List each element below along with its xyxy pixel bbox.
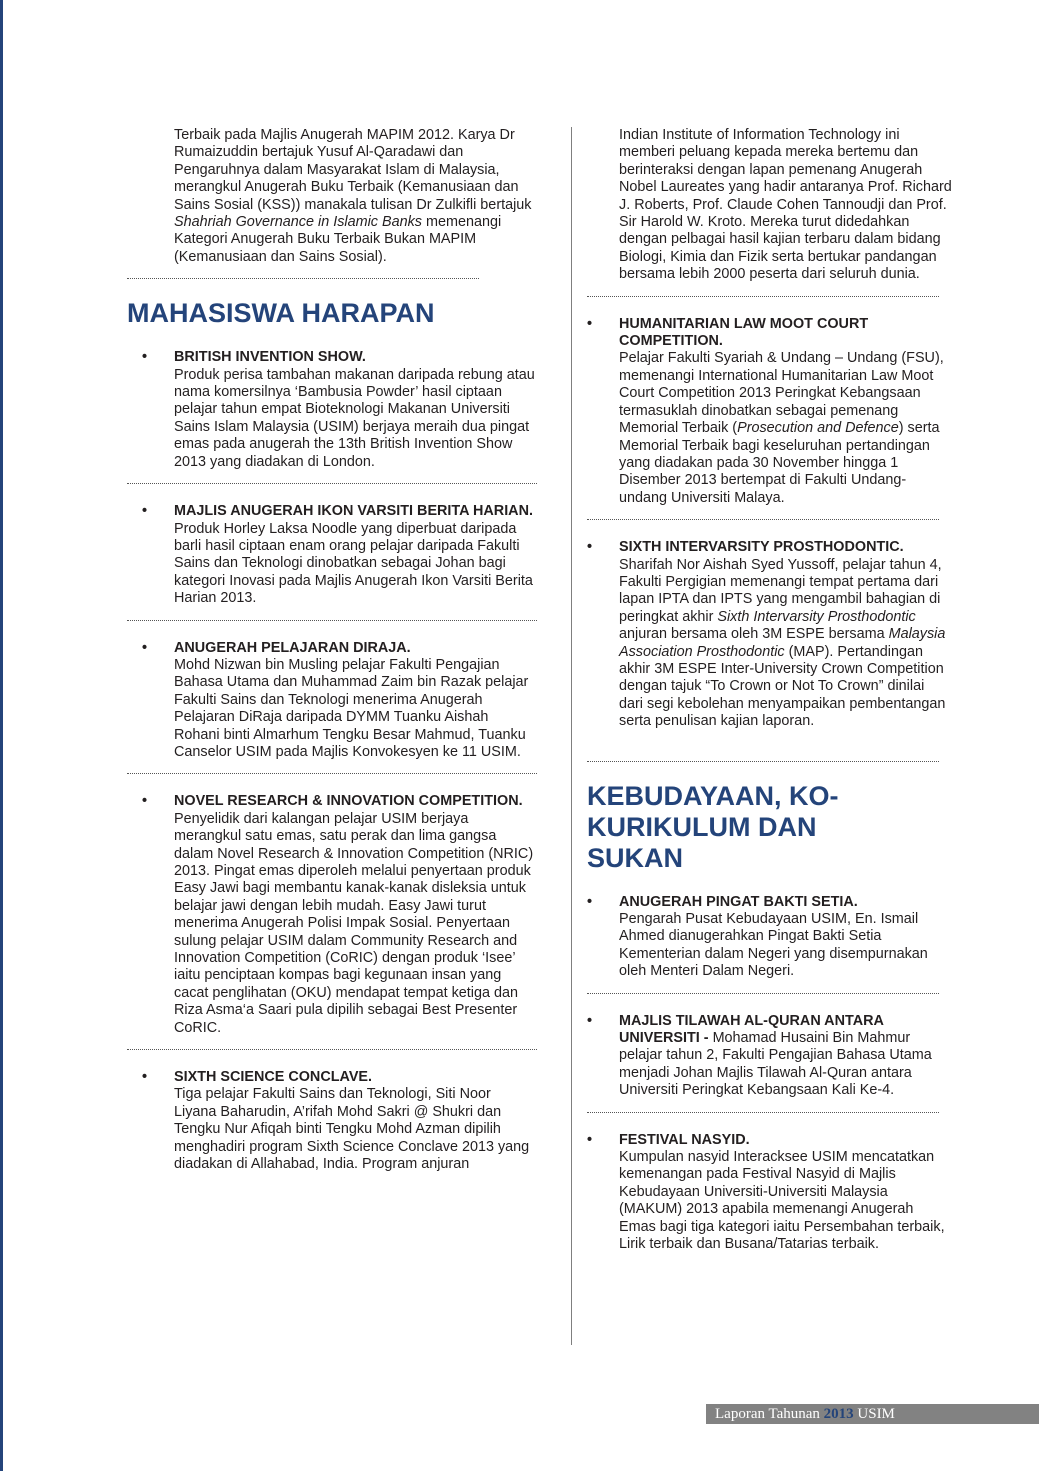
body-text: Sharifah Nor Aishah Syed Yussoff, pelajar tahun 4, Fakulti Pergigian memenangi tempat pertama dari lapan IPTA dan IPTS yang mengambil bahagian di peringkat akhir [619,556,942,625]
column-divider [571,127,572,1345]
bullet: • [142,349,148,366]
dotted-separator [587,519,939,520]
body-text: anjuran bersama oleh 3M ESPE bersama [619,626,885,643]
item-body: Pengarah Pusat Kebudayaan USIM, En. Ismail Ahmed dianugerahkan Pingat Bakti Setia Kementerian dalam Negeri yang disempurnakan oleh Menteri Dalam Negeri. [619,911,928,980]
dotted-separator [127,278,479,279]
dotted-separator [587,1112,939,1113]
body-text: ) serta Memorial Terbaik bagi keseluruhan pertandingan yang diadakan pada 30 November hingga 1 Disember 2013 bertempat di Fakulti Undang-undang Universiti Malaya. [619,420,940,506]
body-italic: Malaysia Association Prosthodontic [619,626,946,660]
list-item [587,894,952,981]
item-title: NOVEL RESEARCH & INNOVATION COMPETITION. [174,793,523,810]
footer-org: USIM [857,1406,895,1422]
dotted-separator [587,296,939,297]
item-body: Penyelidik dari kalangan pelajar USIM berjaya merangkul satu emas, satu perak dan lima gangsa dalam Novel Research & Innovation Competition (NRIC) 2013. Pingat emas diperoleh melalui penyertaan produk Easy Jawi bagi membantu kanak-kanak disleksia untuk belajar jawi dengan lebih mudah. Easy Jawi turut menerima Anugerah Polisi Impak Sosial. Penyertaan sulung pelajar USIM dalam Community Research and Innovation Competition (CoRIC) dengan produk ‘Isee’ iaitu penciptaan kompas bagi kegunaan insan yang cacat penglihatan (OKU) mendapat tempat ketiga dan Riza Asma‘a Saari pula dipilih sebagai Best Presenter CoRIC. [174,810,534,1036]
dotted-separator [587,761,939,762]
dotted-separator [127,620,537,621]
item-title: FESTIVAL NASYID. [619,1131,750,1148]
footer-label: Laporan Tahunan [715,1406,820,1422]
right-column [587,127,952,1254]
item-body: Tiga pelajar Fakulti Sains dan Teknologi, Siti Noor Liyana Baharudin, A’rifah Mohd Sakri @ Shukri dan Tengku Nur Afiqah binti Tengku Mohd Azman dipilih menghadiri program Sixth Science Conclave 2013 yang diadakan di Allahabad, India. Program anjuran [174,1086,530,1173]
list-item [127,640,537,762]
item-body [619,350,952,507]
item-body: Mohd Nizwan bin Musling pelajar Fakulti Pengajian Bahasa Utama dan Muhammad Zaim bin Razak pelajar Fakulti Sains dan Teknologi menerima Anugerah Pelajaran DiRaja daripada DYMM Tuanku Aishah Rohani binti Almarhum Tengku Besar Mahmud, Tuanku Canselor USIM pada Majlis Konvokesyen ke 11 USIM. [174,656,529,760]
item-body: Produk Horley Laksa Noodle yang diperbuat daripada barli hasil ciptaan enam orang pelajar daripada Fakulti Sains dan Teknologi dinobatkan sebagai Johan bagi kategori Inovasi pada Majlis Anugerah Ikon Varsiti Berita Harian 2013. [174,520,533,607]
footer-year: 2013 [823,1406,854,1422]
item-title: BRITISH INVENTION SHOW. [174,349,366,366]
body-italic: Prosecution and Defence [737,420,899,437]
item-title: HUMANITARIAN LAW MOOT COURT COMPETITION. [619,315,869,350]
body-text: (MAP). Pertandingan akhir 3M ESPE Inter-University Crown Competition dengan tajuk “To Crown or Not To Crown” dinilai dari segi kebolehan menyampaikan pembentangan serta penulisan kajian laporan. [619,643,946,730]
item-body: Kumpulan nasyid Interacksee USIM mencatatkan kemenangan pada Festival Nasyid di Majlis Kebudayaan Universiti-Universiti Malaysia (MAKUM) 2013 apabila memenangi Anugerah Emas bagi tiga kategori iaitu Persembahan terbaik, Lirik terbaik dan Busana/Tatarias terbaik. [619,1149,945,1253]
dotted-separator [127,483,537,484]
section-heading-mahasiswa: MAHASISWA HARAPAN [127,298,435,329]
dotted-separator [587,993,939,994]
bullet: • [587,893,593,910]
bullet: • [142,639,148,656]
left-column [127,127,537,1174]
body-text: Pelajar Fakulti Syariah & Undang – Undang (FSU), memenangi International Humanitarian Law Moot Court Competition 2013 Peringkat Kebangsaan termasuklah dinobatkan sebagai pemenang Memorial Terbaik ( [619,350,944,437]
right-intro-paragraph: Indian Institute of Information Technology ini memberi peluang kepada mereka bertemu dan berinteraksi dengan lapan pemenang Anugerah Nobel Laureates yang hadir antaranya Prof. Richard J. Roberts, Prof. Claude Cohen Tannoudji dan Prof. Sir Harold W. Kroto. Mereka turut didedahkan dengan pelbagai hasil kajian terbaru dalam bidang Biologi, Kimia dan Fizik serta bertukar pandangan bersama lebih 2000 peserta dari seluruh dunia. [619,127,952,283]
bullet: • [142,1069,148,1086]
item-body: Produk perisa tambahan makanan daripada rebung atau nama komersilnya ‘Bambusia Powder’ hasil ciptaan pelajar tahun empat Bioteknologi Makanan Universiti Sains Islam Malaysia (USIM) berjaya meraih dua pingat emas pada anugerah the 13th British Invention Show 2013 yang diadakan di London. [174,366,535,470]
item-title: ANUGERAH PINGAT BAKTI SETIA. [619,893,858,910]
body-italic: Sixth Intervarsity Prosthodontic [717,608,916,625]
item-title: MAJLIS TILAWAH AL-QURAN ANTARA UNIVERSITI - [619,1012,884,1047]
list-item [127,1069,537,1173]
bullet: • [587,315,593,332]
list-item [127,793,537,1037]
item-title: ANUGERAH PELAJARAN DIRAJA. [174,639,411,656]
item-body [619,1013,952,1100]
item-title: MAJLIS ANUGERAH IKON VARSITI BERITA HARIAN. [174,503,533,520]
bullet: • [142,793,148,810]
list-item [127,503,537,607]
dotted-separator [127,1049,537,1050]
intro-tail: memenangi Kategori Anugerah Buku Terbaik Bukan MAPIM (Kemanusiaan dan Sains Sosial). [174,214,502,265]
bullet: • [587,1012,593,1029]
item-title: SIXTH INTERVARSITY PROSTHODONTIC. [619,539,904,556]
bullet: • [587,1131,593,1148]
list-item [587,1013,952,1100]
body-text: Mohamad Husaini Bin Mahmur pelajar tahun 2, Fakulti Pengajian Bahasa Utama menjadi Johan Majlis Tilawah Al-Quran antara Universiti Peringkat Kebangsaan Kali Ke-4. [619,1030,932,1099]
intro-text: Terbaik pada Majlis Anugerah MAPIM 2012. Karya Dr Rumaizuddin bertajuk Yusuf Al-Qaradawi dan Pengaruhnya dalam Masyarakat Islam di Malaysia, merangkul Anugerah Buku Terbaik (Kemanusiaan dan Sains Sosial (KSS)) manakala tulisan Dr Zulkifli bertajuk [174,127,532,213]
dotted-separator [127,773,537,774]
list-item [127,349,537,471]
list-item [587,316,952,507]
section-heading-kebudayaan: KEBUDAYAAN, KO-KURIKULUM DAN SUKAN [587,780,839,873]
left-intro-paragraph [127,127,537,266]
list-item [587,1132,952,1254]
list-item [587,539,952,730]
item-body [619,557,952,731]
item-title: SIXTH SCIENCE CONCLAVE. [174,1069,373,1086]
bullet: • [142,503,148,520]
page-footer [706,1404,1039,1424]
page-edge-stripe [0,0,3,1471]
bullet: • [587,539,593,556]
intro-italic-title: Shahriah Governance in Islamic Banks [174,214,422,231]
